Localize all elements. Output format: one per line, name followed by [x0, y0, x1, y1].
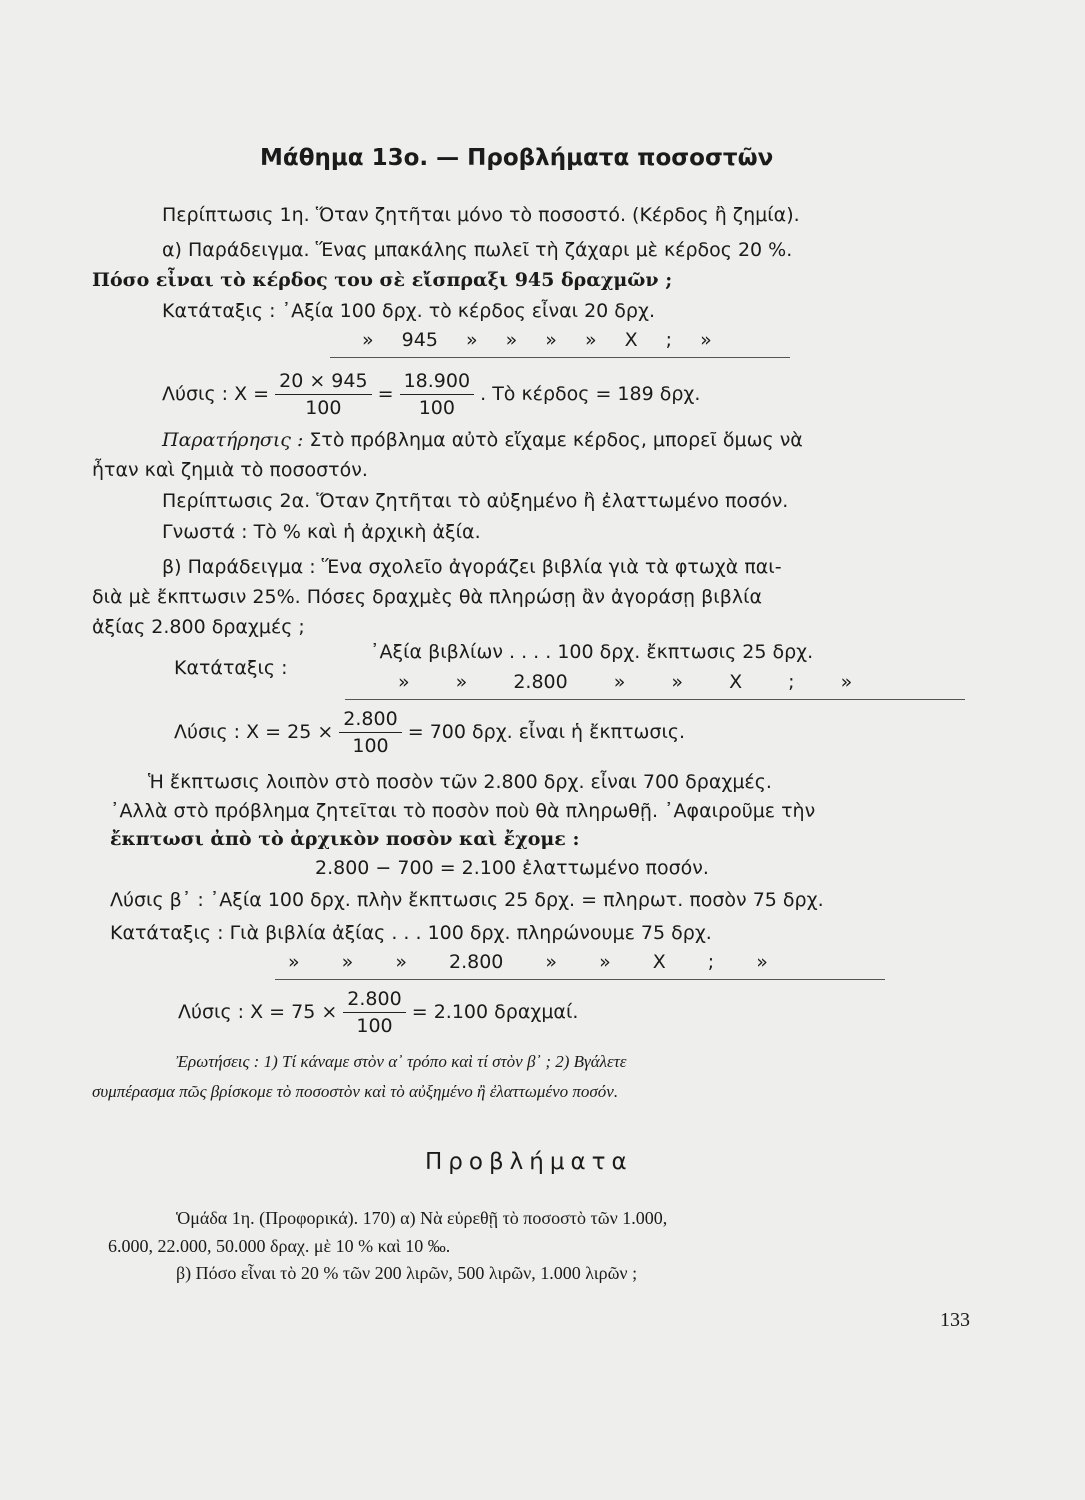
- example-a-question: Πόσο εἶναι τὸ κέρδος του σὲ εἴσπραξι 945 δραχμῶν ;: [92, 269, 673, 291]
- example-b-line3: ἀξίας 2.800 δραχμές ;: [92, 616, 305, 638]
- katataxis-2-line1: ᾿Αξία βιβλίων . . . . 100 δρχ. ἔκπτωσις 25 δρχ.: [370, 641, 814, 663]
- fraction-denominator: 100: [356, 1015, 393, 1037]
- lysis-3-label: Λύσις : X = 75 ×: [178, 1001, 338, 1023]
- explanation-1: Ἡ ἔκπτωσις λοιπὸν στὸ ποσὸν τῶν 2.800 δρχ. εἶναι 700 δραχμές.: [148, 771, 772, 793]
- fraction: [400, 368, 474, 421]
- questions-line2: συμπέρασμα πῶς βρίσκομε τὸ ποσοστὸν καὶ τὸ αὐξημένο ἢ ἐλαττωμένο ποσόν.: [92, 1082, 619, 1101]
- katataxis-1-line2: » 945 » » » » X ; »: [362, 329, 712, 351]
- group1-line2: 6.000, 22.000, 50.000 δραχ. μὲ 10 % καὶ 10 ‰.: [108, 1236, 451, 1256]
- lysis-3-result: = 2.100 δραχμαί.: [411, 1001, 579, 1023]
- remark-label: Παρατήρησις :: [162, 429, 304, 451]
- fraction-numerator: 2.800: [343, 986, 405, 1013]
- remark-text: Στὸ πρόβλημα αὐτὸ εἴχαμε κέρδος, μπορεῖ ὅμως νὰ: [309, 429, 803, 451]
- problems-heading: Προβλήματα: [425, 1149, 633, 1175]
- lysis-2-result: = 700 δρχ. εἶναι ἡ ἔκπτωσις.: [407, 721, 686, 743]
- lysis-3: [178, 986, 578, 1039]
- divider: [275, 979, 885, 980]
- fraction-numerator: 20 × 945: [275, 368, 371, 395]
- remark-text-cont: ἦταν καὶ ζημιὰ τὸ ποσοστόν.: [92, 459, 368, 481]
- group1-line1: Ὁμάδα 1η. (Προφορικά). 170) α) Νὰ εὑρεθῇ τὸ ποσοστὸ τῶν 1.000,: [176, 1208, 668, 1228]
- fraction-denominator: 100: [305, 397, 342, 419]
- remark: [162, 428, 803, 452]
- katataxis-2-line2: » » 2.800 » » X ; »: [398, 671, 853, 693]
- lysis-1: [162, 368, 700, 421]
- questions-line1: Ἐρωτήσεις : 1) Τί κάναμε στὸν α᾿ τρόπο καὶ τί στὸν β᾿ ; 2) Βγάλετε: [176, 1052, 627, 1071]
- fraction: [275, 368, 371, 421]
- example-b-line1: β) Παράδειγμα : Ἕνα σχολεῖο ἀγοράζει βιβλία γιὰ τὰ φτωχὰ παι-: [162, 556, 782, 578]
- explanation-calc: 2.800 − 700 = 2.100 ἐλαττωμένο ποσόν.: [315, 857, 709, 879]
- katataxis-2-label: Κατάταξις :: [174, 657, 288, 679]
- example-b-line2: διὰ μὲ ἔκπτωσιν 25%. Πόσες δραχμὲς θὰ πληρώσῃ ἂν ἀγοράσῃ βιβλία: [92, 586, 763, 608]
- divider: [330, 357, 790, 358]
- known-values: Γνωστά : Τὸ % καὶ ἡ ἀρχικὴ ἀξία.: [162, 521, 481, 543]
- lysis-1-result: . Τὸ κέρδος = 189 δρχ.: [480, 383, 701, 405]
- lysis-2-label: Λύσις : X = 25 ×: [174, 721, 334, 743]
- lysis-2: [174, 706, 685, 759]
- equals-sign: =: [377, 383, 394, 405]
- fraction-denominator: 100: [418, 397, 455, 419]
- fraction: [339, 706, 401, 759]
- group1-line3: β) Πόσο εἶναι τὸ 20 % τῶν 200 λιρῶν, 500 λιρῶν, 1.000 λιρῶν ;: [176, 1263, 638, 1283]
- lysis-b-line: Λύσις β᾿ : ᾿Αξία 100 δρχ. πλὴν ἔκπτωσις 25 δρχ. = πληρωτ. ποσὸν 75 δρχ.: [110, 889, 824, 911]
- divider: [345, 699, 965, 700]
- lysis-1-label: Λύσις : X =: [162, 383, 270, 405]
- fraction-numerator: 2.800: [339, 706, 401, 733]
- explanation-2: ᾿Αλλὰ στὸ πρόβλημα ζητεῖται τὸ ποσὸν ποὺ θὰ πληρωθῇ. ᾿Αφαιροῦμε τὴν: [110, 800, 816, 822]
- case2-heading: Περίπτωσις 2α. Ὅταν ζητῆται τὸ αὐξημένο ἢ ἐλαττωμένο ποσόν.: [162, 490, 789, 512]
- katataxis-1-line1: Κατάταξις : ᾿Αξία 100 δρχ. τὸ κέρδος εἶναι 20 δρχ.: [162, 300, 655, 322]
- katataxis-3-line2: » » » 2.800 » » X ; »: [288, 951, 768, 973]
- explanation-3: ἔκπτωσι ἀπὸ τὸ ἀρχικὸν ποσὸν καὶ ἔχομε :: [110, 828, 580, 850]
- fraction-numerator: 18.900: [400, 368, 474, 395]
- page-title: Μάθημα 13ο. — Προβλήματα ποσοστῶν: [260, 145, 774, 171]
- example-a: α) Παράδειγμα. Ἕνας μπακάλης πωλεῖ τὴ ζάχαρι μὲ κέρδος 20 %.: [162, 239, 793, 261]
- case1-heading: Περίπτωσις 1η. Ὅταν ζητῆται μόνο τὸ ποσοστό. (Κέρδος ἢ ζημία).: [162, 204, 800, 226]
- fraction-denominator: 100: [352, 735, 389, 757]
- fraction: [343, 986, 405, 1039]
- page-number: 133: [940, 1309, 970, 1331]
- katataxis-3-line1: Κατάταξις : Γιὰ βιβλία ἀξίας . . . 100 δρχ. πληρώνουμε 75 δρχ.: [110, 922, 712, 944]
